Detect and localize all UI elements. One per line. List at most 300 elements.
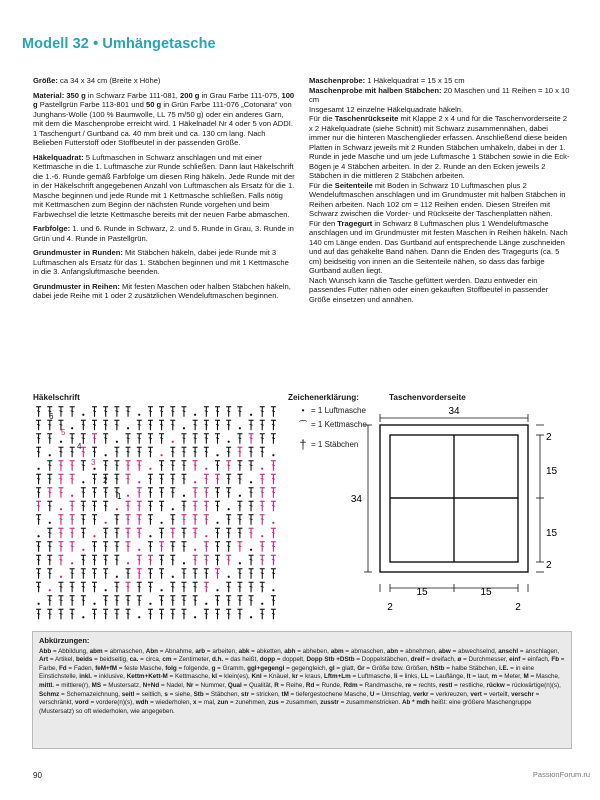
bold-term: abm	[330, 647, 344, 655]
treble-stitch-symbol	[58, 596, 63, 606]
treble-stitch-symbol	[249, 461, 254, 471]
text-run: 20 Maschen und 11 Reihen = 10 x 10 cm Insgesamt 12 einzelne Häkelquadrate häkeln. Für die	[309, 85, 570, 123]
paragraph	[33, 282, 295, 301]
treble-stitch-symbol	[170, 515, 175, 525]
treble-stitch-symbol	[237, 515, 242, 525]
chart-round-label: 6	[49, 412, 54, 421]
text-run: = abnehmen,	[398, 647, 439, 655]
text-run: = rückwärtige(n)(s),	[504, 681, 561, 689]
chain-stitch-symbol	[250, 481, 252, 483]
text-run: = laut,	[470, 673, 492, 681]
treble-stitch-symbol	[36, 542, 41, 552]
text-run: in Grau Farbe 111-075,	[199, 90, 282, 100]
bold-term: ca.	[129, 656, 139, 664]
legend-heading: Zeichenerklärung:	[288, 393, 359, 402]
paragraph	[33, 224, 295, 243]
text-run: = links,	[397, 673, 421, 681]
treble-stitch-symbol	[148, 420, 153, 430]
bold-term: cm	[162, 656, 172, 664]
bold-term: m	[491, 673, 498, 681]
chain-stitch-symbol	[116, 576, 118, 578]
text-run: = Doppelstäbchen,	[354, 656, 411, 664]
treble-stitch-symbol	[47, 461, 52, 471]
bold-term: dopp	[259, 656, 276, 664]
chain-stitch-symbol	[183, 495, 185, 497]
treble-stitch-symbol	[126, 434, 131, 444]
treble-stitch-symbol	[159, 434, 164, 444]
treble-stitch-symbol	[170, 596, 175, 606]
bold-term: arb	[195, 647, 206, 655]
dim-bottom-small-right: 2	[515, 602, 521, 613]
treble-stitch-symbol	[249, 596, 254, 606]
bold-term: Grundmuster in Reihen:	[33, 281, 120, 291]
treble-stitch-symbol	[148, 474, 153, 484]
text-run: = Reihe,	[278, 681, 306, 689]
treble-stitch-symbol	[36, 569, 41, 579]
treble-stitch-symbol	[181, 447, 186, 457]
treble-stitch-symbol	[226, 609, 231, 619]
text-run: = beidseitig,	[92, 656, 130, 664]
treble-stitch-symbol	[58, 582, 63, 592]
text-run: = inklusive,	[91, 673, 127, 681]
treble-stitch-symbol	[58, 555, 63, 565]
treble-stitch-symbol	[126, 515, 131, 525]
text-run: = verkreuzen,	[428, 690, 471, 698]
treble-stitch-symbol	[260, 609, 265, 619]
treble-stitch-symbol	[226, 555, 231, 565]
treble-stitch-symbol	[137, 569, 142, 579]
treble-stitch-symbol	[36, 609, 41, 619]
text-run: 1. und 6. Runde in Schwarz, 2. und 5. Runde in Grau, 3. Runde in Grün und 4. Runde in Pastellgrün.	[33, 224, 294, 243]
treble-stitch-symbol	[271, 609, 276, 619]
chain-stitch-symbol	[172, 576, 174, 578]
treble-stitch-symbol	[181, 596, 186, 606]
bold-term: feM+fM	[95, 664, 118, 672]
arc-icon: ⌒	[299, 420, 307, 429]
treble-stitch-symbol	[249, 582, 254, 592]
treble-stitch-symbol	[181, 542, 186, 552]
bold-term: hStb	[430, 664, 445, 672]
treble-stitch-symbol	[70, 515, 75, 525]
bold-term: U	[369, 690, 375, 698]
treble-stitch-symbol	[70, 596, 75, 606]
treble-stitch-symbol	[226, 461, 231, 471]
chain-stitch-symbol	[82, 549, 84, 551]
chain-stitch-symbol	[37, 535, 39, 537]
chain-stitch-symbol	[105, 522, 107, 524]
treble-stitch-symbol	[204, 582, 209, 592]
treble-stitch-symbol	[81, 488, 86, 498]
treble-stitch-symbol	[47, 528, 52, 538]
treble-stitch-symbol	[181, 515, 186, 525]
text-run: = Luftmasche,	[350, 673, 394, 681]
bold-term: Seitenteile	[334, 180, 373, 190]
text-run: = abheben,	[295, 647, 331, 655]
treble-stitch-symbol	[137, 596, 142, 606]
text-run: 1 Häkelquadrat = 15 x 15 cm	[365, 76, 465, 85]
chain-stitch-symbol	[116, 508, 118, 510]
treble-stitch-symbol	[137, 420, 142, 430]
chart-heading: Häkelschrift	[33, 393, 80, 402]
text-run: = Faden,	[66, 664, 96, 672]
dim-top: 34	[448, 406, 460, 417]
bold-term: 100 g	[33, 90, 295, 109]
chain-stitch-symbol	[116, 441, 118, 443]
treble-stitch-symbol	[271, 596, 276, 606]
chain-stitch-symbol	[172, 508, 174, 510]
chart-round-label: 5	[61, 428, 66, 437]
text-run: = Lauflänge,	[428, 673, 467, 681]
treble-stitch-symbol	[215, 461, 220, 471]
treble-stitch-symbol	[36, 447, 41, 457]
bold-term: Grundmuster in Runden:	[33, 248, 123, 257]
chain-stitch-symbol	[93, 468, 95, 470]
bold-term: beids	[75, 656, 93, 664]
treble-stitch-symbol	[159, 488, 164, 498]
text-run: = Umschlag,	[374, 690, 414, 698]
treble-stitch-symbol	[148, 447, 153, 457]
chart-round-label: 2	[103, 476, 108, 485]
bold-term: dreif	[410, 656, 425, 664]
treble-stitch-symbol	[271, 569, 276, 579]
treble-stitch-symbol	[58, 528, 63, 538]
paragraph	[33, 91, 295, 148]
treble-stitch-symbol	[126, 501, 131, 511]
treble-stitch-symbol	[215, 569, 220, 579]
treble-stitch-symbol	[215, 528, 220, 538]
treble-stitch-symbol	[204, 447, 209, 457]
treble-stitch-symbol	[103, 555, 108, 565]
text-run: = einfach,	[520, 656, 552, 664]
bold-term: zus	[268, 699, 279, 707]
paragraph	[33, 153, 295, 220]
treble-stitch-symbol	[159, 474, 164, 484]
chain-stitch-symbol	[49, 522, 51, 524]
legend-label: = 1 Stäbchen	[311, 440, 359, 449]
treble-stitch-symbol	[249, 528, 254, 538]
treble-stitch-symbol	[170, 474, 175, 484]
treble-stitch-symbol	[103, 609, 108, 619]
treble-stitch-symbol	[137, 515, 142, 525]
chain-stitch-symbol	[216, 454, 218, 456]
bold-term: str	[241, 690, 250, 698]
text-run: = doppelt,	[275, 656, 307, 664]
text-run: = Runde,	[314, 681, 344, 689]
treble-stitch-symbol	[103, 569, 108, 579]
bold-term: Abn	[145, 647, 159, 655]
treble-stitch-symbol	[170, 488, 175, 498]
treble-stitch-symbol	[58, 542, 63, 552]
text-run: = Randmasche,	[357, 681, 406, 689]
treble-stitch-symbol	[159, 596, 164, 606]
text-run: = Gramm,	[215, 664, 248, 672]
bold-term: Taschenrückseite	[334, 114, 399, 123]
text-run: = in eine Einstichstelle,	[39, 664, 535, 681]
chain-stitch-symbol	[216, 522, 218, 524]
treble-stitch-symbol	[181, 434, 186, 444]
chain-stitch-symbol	[138, 616, 140, 618]
treble-stitch-symbol	[114, 528, 119, 538]
text-run: = anschlagen,	[518, 647, 560, 655]
treble-stitch-symbol	[126, 596, 131, 606]
treble-stitch-symbol	[70, 528, 75, 538]
treble-stitch-symbol	[47, 420, 52, 430]
treble-stitch-symbol	[260, 447, 265, 457]
chain-stitch-symbol	[228, 441, 230, 443]
bold-term: x	[193, 699, 197, 707]
treble-stitch-symbol	[249, 447, 254, 457]
chain-stitch-symbol	[127, 495, 129, 497]
treble-stitch-symbol	[81, 420, 86, 430]
bold-term: kr	[291, 673, 298, 681]
text-run: = tiefergestochene Masche,	[288, 690, 370, 698]
treble-stitch-symbol	[193, 434, 198, 444]
treble-stitch-symbol	[137, 501, 142, 511]
text-run: = Kettmasche,	[167, 673, 212, 681]
chain-stitch-symbol	[105, 589, 107, 591]
treble-stitch-symbol	[181, 569, 186, 579]
treble-stitch-symbol	[114, 596, 119, 606]
treble-stitch-symbol	[215, 501, 220, 511]
treble-stitch-symbol	[81, 582, 86, 592]
treble-stitch-symbol	[47, 474, 52, 484]
treble-stitch-symbol	[215, 434, 220, 444]
text-run: = Schemazeichnung,	[59, 690, 122, 698]
dot-icon: •	[301, 406, 305, 415]
bold-term: abm	[89, 647, 103, 655]
treble-stitch-symbol	[226, 447, 231, 457]
dim-left: 34	[350, 494, 362, 505]
treble-stitch-symbol	[271, 501, 276, 511]
treble-stitch-symbol	[114, 609, 119, 619]
text-run: = zusammenstricken.	[338, 699, 402, 707]
treble-stitch-symbol	[260, 474, 265, 484]
paragraph	[33, 76, 295, 86]
bold-term: kl	[211, 673, 217, 681]
text-run: = arbeiten,	[205, 647, 239, 655]
pattern-heading: Taschenvorderseite	[389, 393, 466, 402]
treble-stitch-symbol	[159, 555, 164, 565]
text-run: = feste Masche,	[117, 664, 166, 672]
treble-stitch-symbol	[237, 434, 242, 444]
chain-stitch-symbol	[160, 454, 162, 456]
bold-term: vord	[75, 699, 89, 707]
treble-stitch-symbol	[237, 528, 242, 538]
treble-stitch-symbol	[237, 542, 242, 552]
text-run: = klein(es),	[217, 673, 252, 681]
chain-stitch-symbol	[272, 454, 274, 456]
treble-stitch-symbol	[148, 569, 153, 579]
treble-stitch-symbol	[126, 569, 131, 579]
chart-round-label: 4	[77, 442, 82, 451]
treble-stitch-symbol	[137, 528, 142, 538]
bold-term: Abb	[39, 647, 52, 655]
treble-stitch-symbol	[47, 569, 52, 579]
treble-stitch-symbol	[58, 474, 63, 484]
chain-stitch-symbol	[216, 589, 218, 591]
treble-stitch-symbol	[215, 596, 220, 606]
dim-right-top-small: 2	[546, 432, 552, 443]
bold-term: wdh	[135, 699, 149, 707]
chain-stitch-symbol	[149, 468, 151, 470]
treble-stitch-symbol	[237, 596, 242, 606]
instructions-left-column	[33, 76, 295, 306]
bold-term: d.h.	[211, 656, 224, 664]
treble-stitch-symbol	[159, 609, 164, 619]
treble-stitch-symbol	[81, 501, 86, 511]
treble-stitch-symbol	[226, 528, 231, 538]
treble-stitch-symbol	[70, 474, 75, 484]
treble-stitch-symbol	[114, 420, 119, 430]
text-run: = dreifach,	[424, 656, 458, 664]
chain-stitch-symbol	[60, 508, 62, 510]
treble-stitch-symbol	[70, 542, 75, 552]
treble-stitch-symbol	[36, 407, 41, 417]
treble-stitch-symbol	[159, 501, 164, 511]
treble-stitch-symbol	[159, 528, 164, 538]
text-run: = Durchmesser,	[461, 656, 510, 664]
treble-stitch-symbol	[193, 515, 198, 525]
chain-stitch-symbol	[127, 427, 129, 429]
bold-term: i.E.	[498, 664, 509, 672]
treble-stitch-symbol	[170, 542, 175, 552]
treble-stitch-symbol	[148, 434, 153, 444]
treble-stitch-symbol	[81, 569, 86, 579]
treble-stitch-symbol	[181, 501, 186, 511]
treble-stitch-symbol	[260, 407, 265, 417]
treble-stitch-symbol	[204, 501, 209, 511]
treble-stitch-symbol	[36, 474, 41, 484]
chain-stitch-symbol	[239, 427, 241, 429]
treble-stitch-symbol	[126, 474, 131, 484]
text-run: = abmaschen,	[102, 647, 146, 655]
treble-stitch-symbol	[47, 555, 52, 565]
treble-stitch-symbol	[271, 542, 276, 552]
chain-stitch-symbol	[105, 454, 107, 456]
treble-stitch-symbol	[237, 501, 242, 511]
treble-stitch-symbol	[148, 609, 153, 619]
treble-stitch-symbol	[81, 447, 86, 457]
chain-stitch-symbol	[250, 616, 252, 618]
treble-stitch-symbol	[237, 461, 242, 471]
bold-term: vert	[470, 690, 482, 698]
bold-term: LL	[420, 673, 429, 681]
treble-stitch-symbol	[159, 461, 164, 471]
treble-stitch-symbol	[159, 407, 164, 417]
treble-stitch-symbol	[193, 447, 198, 457]
bold-term: M	[523, 673, 529, 681]
bold-term: abn	[386, 647, 399, 655]
treble-stitch-symbol	[170, 461, 175, 471]
bold-term: Farbfolge:	[33, 224, 71, 233]
bold-term: Gr	[357, 664, 365, 672]
treble-stitch-symbol	[271, 420, 276, 430]
chain-stitch-symbol	[194, 414, 196, 416]
treble-stitch-symbol	[148, 515, 153, 525]
treble-stitch-symbol	[181, 609, 186, 619]
bold-term: gl	[329, 664, 335, 672]
treble-stitch-symbol	[193, 596, 198, 606]
treble-stitch-symbol	[126, 542, 131, 552]
treble-stitch-symbol	[193, 461, 198, 471]
treble-stitch-symbol	[148, 555, 153, 565]
treble-stitch-symbol	[36, 420, 41, 430]
treble-stitch-symbol	[137, 461, 142, 471]
treble-stitch-symbol	[260, 569, 265, 579]
bold-term: Material: 350 g	[33, 90, 86, 100]
bold-term: Nr	[186, 681, 194, 689]
treble-stitch-symbol	[103, 434, 108, 444]
chain-stitch-symbol	[194, 616, 196, 618]
chain-stitch-symbol	[228, 576, 230, 578]
text-run: = Größe bzw. Größen,	[364, 664, 431, 672]
treble-stitch-symbol	[159, 542, 164, 552]
chain-stitch-symbol	[250, 414, 252, 416]
legend-label: = 1 Luftmasche	[311, 406, 366, 415]
treble-stitch-symbol	[215, 488, 220, 498]
chain-stitch-symbol	[228, 508, 230, 510]
chain-stitch-symbol	[82, 616, 84, 618]
treble-stitch-symbol	[237, 447, 242, 457]
chain-stitch-symbol	[205, 468, 207, 470]
treble-stitch-symbol	[114, 542, 119, 552]
chart-round-label: 1	[117, 492, 122, 501]
bold-term: zusstr	[320, 699, 339, 707]
treble-stitch-symbol	[47, 609, 52, 619]
text-run: = verteilt,	[481, 690, 512, 698]
text-run: = gegengleich,	[284, 664, 330, 672]
treble-stitch-symbol	[159, 569, 164, 579]
text-run: = Artikel,	[48, 656, 76, 664]
chain-stitch-symbol	[205, 603, 207, 605]
treble-stitch-symbol	[137, 434, 142, 444]
treble-stitch-symbol	[148, 582, 153, 592]
text-run: = Nadel,	[159, 681, 187, 689]
watermark: PassionForum.ru	[532, 770, 590, 779]
text-run: = mittlere(r),	[54, 681, 92, 689]
treble-stitch-symbol	[204, 407, 209, 417]
treble-stitch-symbol	[204, 542, 209, 552]
text-run: = Farbe,	[39, 656, 565, 672]
chain-stitch-symbol	[160, 589, 162, 591]
text-run: = halbe Stäbchen,	[444, 664, 499, 672]
treble-stitch-symbol	[92, 447, 97, 457]
bold-term: g	[211, 664, 216, 672]
treble-stitch-symbol	[237, 407, 242, 417]
chain-stitch-symbol	[49, 454, 51, 456]
bold-term: Knl	[251, 673, 262, 681]
treble-stitch-symbol	[148, 488, 153, 498]
text-run: = circa,	[138, 656, 163, 664]
bold-term: Maschenprobe:	[309, 76, 366, 85]
bold-term: einf	[509, 656, 521, 664]
treble-icon: †	[299, 437, 307, 452]
text-run: Mit Stäbchen häkeln, dabei jede Runde mit 3 Luftmaschen als Ersatz für das 1. Stäbchen beginnen und mit 1 Kettmasche in die 3. Anfangsluftmasche beenden.	[33, 248, 289, 276]
text-run: heißt: eine größere Maschengruppe (Mustersatz) so oft wiederholen, wie angegeben.	[39, 699, 532, 715]
treble-stitch-symbol	[126, 528, 131, 538]
abbreviations-box	[32, 631, 572, 749]
chain-stitch-symbol	[194, 481, 196, 483]
treble-stitch-symbol	[36, 555, 41, 565]
treble-stitch-symbol	[92, 488, 97, 498]
text-run: = Masche,	[528, 673, 560, 681]
text-run: = stricken,	[249, 690, 282, 698]
treble-stitch-symbol	[215, 609, 220, 619]
bold-term: N+Nd	[142, 681, 160, 689]
treble-stitch-symbol	[226, 596, 231, 606]
bold-term: li	[393, 673, 398, 681]
chain-stitch-symbol	[71, 427, 73, 429]
